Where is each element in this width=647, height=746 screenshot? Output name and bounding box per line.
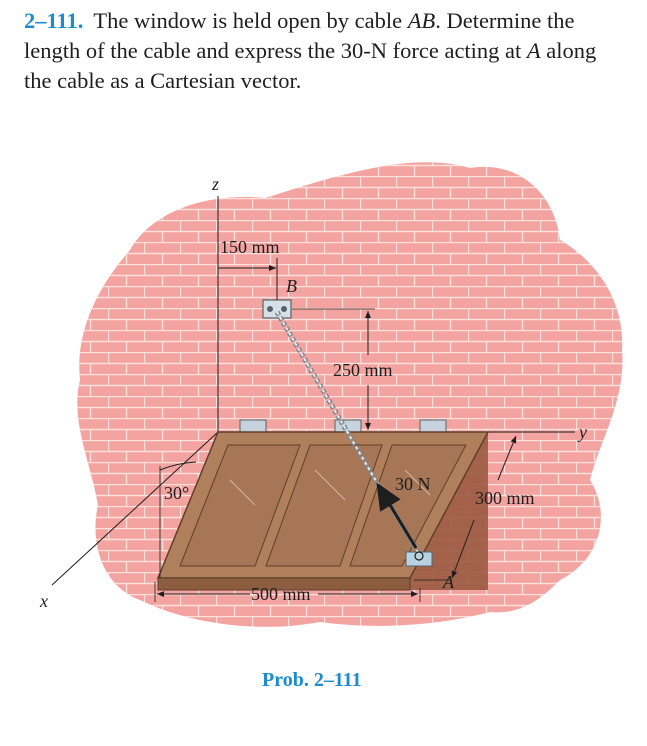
dim-250-label: 250 mm: [333, 360, 393, 380]
z-axis-label: z: [212, 174, 220, 194]
point-a-label: A: [443, 572, 454, 592]
angle-label: 30°: [164, 483, 190, 503]
x-axis-label: x: [40, 591, 48, 611]
figure-caption: Prob. 2–111: [262, 669, 362, 691]
y-axis-label: y: [579, 422, 587, 442]
problem-number: 2–111.: [24, 8, 84, 33]
bracket-a: [406, 552, 432, 566]
problem-cable-ab: AB: [407, 8, 436, 33]
problem-point-a: A: [526, 38, 541, 63]
dim-150-label: 150 mm: [220, 237, 280, 257]
point-b-label: B: [286, 276, 297, 296]
dim-500-label: 500 mm: [251, 584, 311, 604]
problem-text-1: The window is held open by cable: [93, 8, 408, 33]
dim-300-label: 300 mm: [475, 488, 535, 508]
problem-text-3: along the cable as a Cartesian vector.: [24, 38, 597, 93]
force-label: 30 N: [395, 474, 431, 494]
problem-text-2: . Determine the length of the cable and express the 30-N force acting at: [24, 8, 575, 63]
